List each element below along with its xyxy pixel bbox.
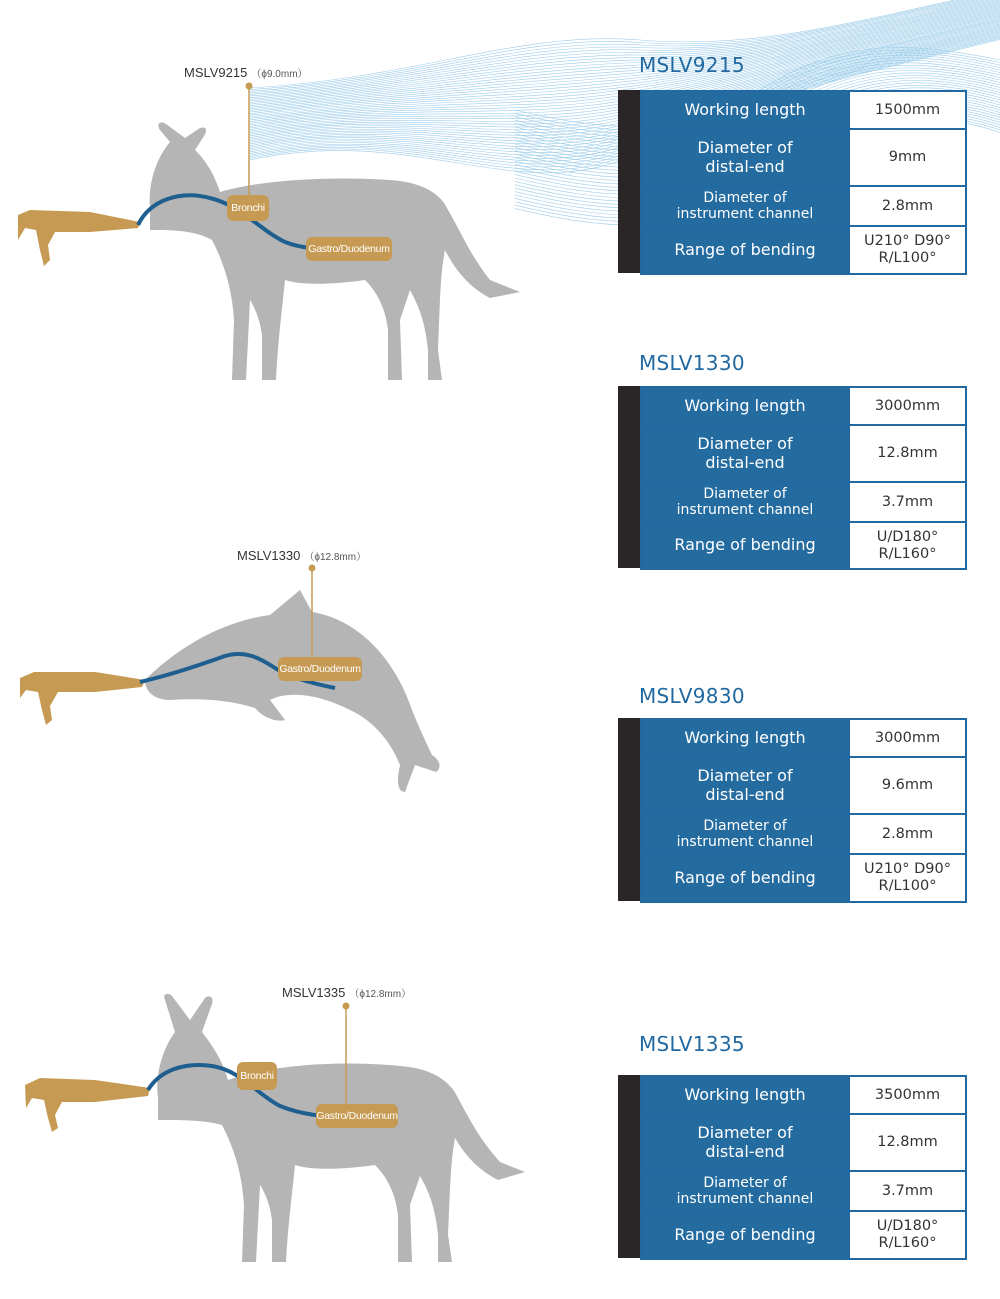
- value-range-bending: U210° D90° R/L100°: [849, 854, 966, 902]
- value-diameter-channel: 3.7mm: [849, 482, 966, 522]
- callout-model-name: MSLV9215: [184, 65, 248, 80]
- callout-model-name: MSLV1330: [237, 548, 301, 563]
- label-diameter-distal: Diameter of distal-end: [641, 129, 849, 186]
- label-working-length: Working length: [641, 91, 849, 129]
- label-diameter-channel: Diameter of instrument channel: [641, 186, 849, 226]
- spec-side-bar: [618, 718, 640, 901]
- spec-table-3: [618, 718, 967, 901]
- callout-diameter: （ϕ9.0mm）: [251, 69, 308, 80]
- label-working-length: Working length: [641, 387, 849, 425]
- label-range-bending: Range of bending: [641, 1211, 849, 1259]
- value-diameter-distal: 9mm: [849, 129, 966, 186]
- callout-dot: [246, 83, 253, 90]
- model-title-4: MSLV1335: [639, 1032, 745, 1056]
- spec-table-1: [618, 90, 967, 273]
- model-title-3: MSLV9830: [639, 684, 745, 708]
- model-title-1: MSLV9215: [639, 53, 745, 77]
- tag-gastro-3: Gastro/Duodenum: [316, 1104, 398, 1128]
- label-range-bending: Range of bending: [641, 522, 849, 569]
- dolphin-illustration: [0, 560, 460, 810]
- callout-diameter: （ϕ12.8mm）: [349, 989, 412, 1000]
- callout-diameter: （ϕ12.8mm）: [304, 552, 367, 563]
- value-range-bending: U/D180° R/L160°: [849, 522, 966, 569]
- donkey-illustration-2: [0, 980, 560, 1280]
- label-diameter-channel: Diameter of instrument channel: [641, 482, 849, 522]
- spec-side-bar: [618, 386, 640, 568]
- value-diameter-channel: 2.8mm: [849, 814, 966, 854]
- spec-table-4: [618, 1075, 967, 1258]
- value-diameter-distal: 9.6mm: [849, 757, 966, 814]
- value-range-bending: U210° D90° R/L100°: [849, 226, 966, 274]
- endoscope-device: [20, 672, 145, 725]
- tag-gastro-2: Gastro/Duodenum: [278, 657, 362, 681]
- label-diameter-channel: Diameter of instrument channel: [641, 814, 849, 854]
- callout-dot: [343, 1003, 350, 1010]
- value-working-length: 3000mm: [849, 387, 966, 425]
- label-range-bending: Range of bending: [641, 854, 849, 902]
- spec-side-bar: [618, 1075, 640, 1258]
- label-working-length: Working length: [641, 1076, 849, 1114]
- callout-model-1: [184, 65, 308, 80]
- callout-dot: [309, 565, 316, 572]
- endoscope-device: [25, 1078, 150, 1132]
- donkey-illustration-1: [0, 80, 560, 400]
- value-working-length: 3000mm: [849, 719, 966, 757]
- value-range-bending: U/D180° R/L160°: [849, 1211, 966, 1259]
- value-working-length: 3500mm: [849, 1076, 966, 1114]
- value-diameter-channel: 2.8mm: [849, 186, 966, 226]
- endoscope-device: [18, 210, 140, 266]
- dolphin-silhouette: [145, 590, 439, 792]
- tag-bronchi-1: Bronchi: [227, 195, 269, 221]
- value-working-length: 1500mm: [849, 91, 966, 129]
- label-diameter-channel: Diameter of instrument channel: [641, 1171, 849, 1211]
- callout-model-name: MSLV1335: [282, 985, 346, 1000]
- label-diameter-distal: Diameter of distal-end: [641, 425, 849, 482]
- label-diameter-distal: Diameter of distal-end: [641, 757, 849, 814]
- label-diameter-distal: Diameter of distal-end: [641, 1114, 849, 1171]
- tag-bronchi-2: Bronchi: [237, 1062, 277, 1090]
- label-range-bending: Range of bending: [641, 226, 849, 274]
- spec-side-bar: [618, 90, 640, 273]
- value-diameter-distal: 12.8mm: [849, 425, 966, 482]
- value-diameter-channel: 3.7mm: [849, 1171, 966, 1211]
- tag-gastro-1: Gastro/Duodenum: [306, 237, 392, 261]
- spec-table-2: [618, 386, 967, 568]
- label-working-length: Working length: [641, 719, 849, 757]
- value-diameter-distal: 12.8mm: [849, 1114, 966, 1171]
- model-title-2: MSLV1330: [639, 351, 745, 375]
